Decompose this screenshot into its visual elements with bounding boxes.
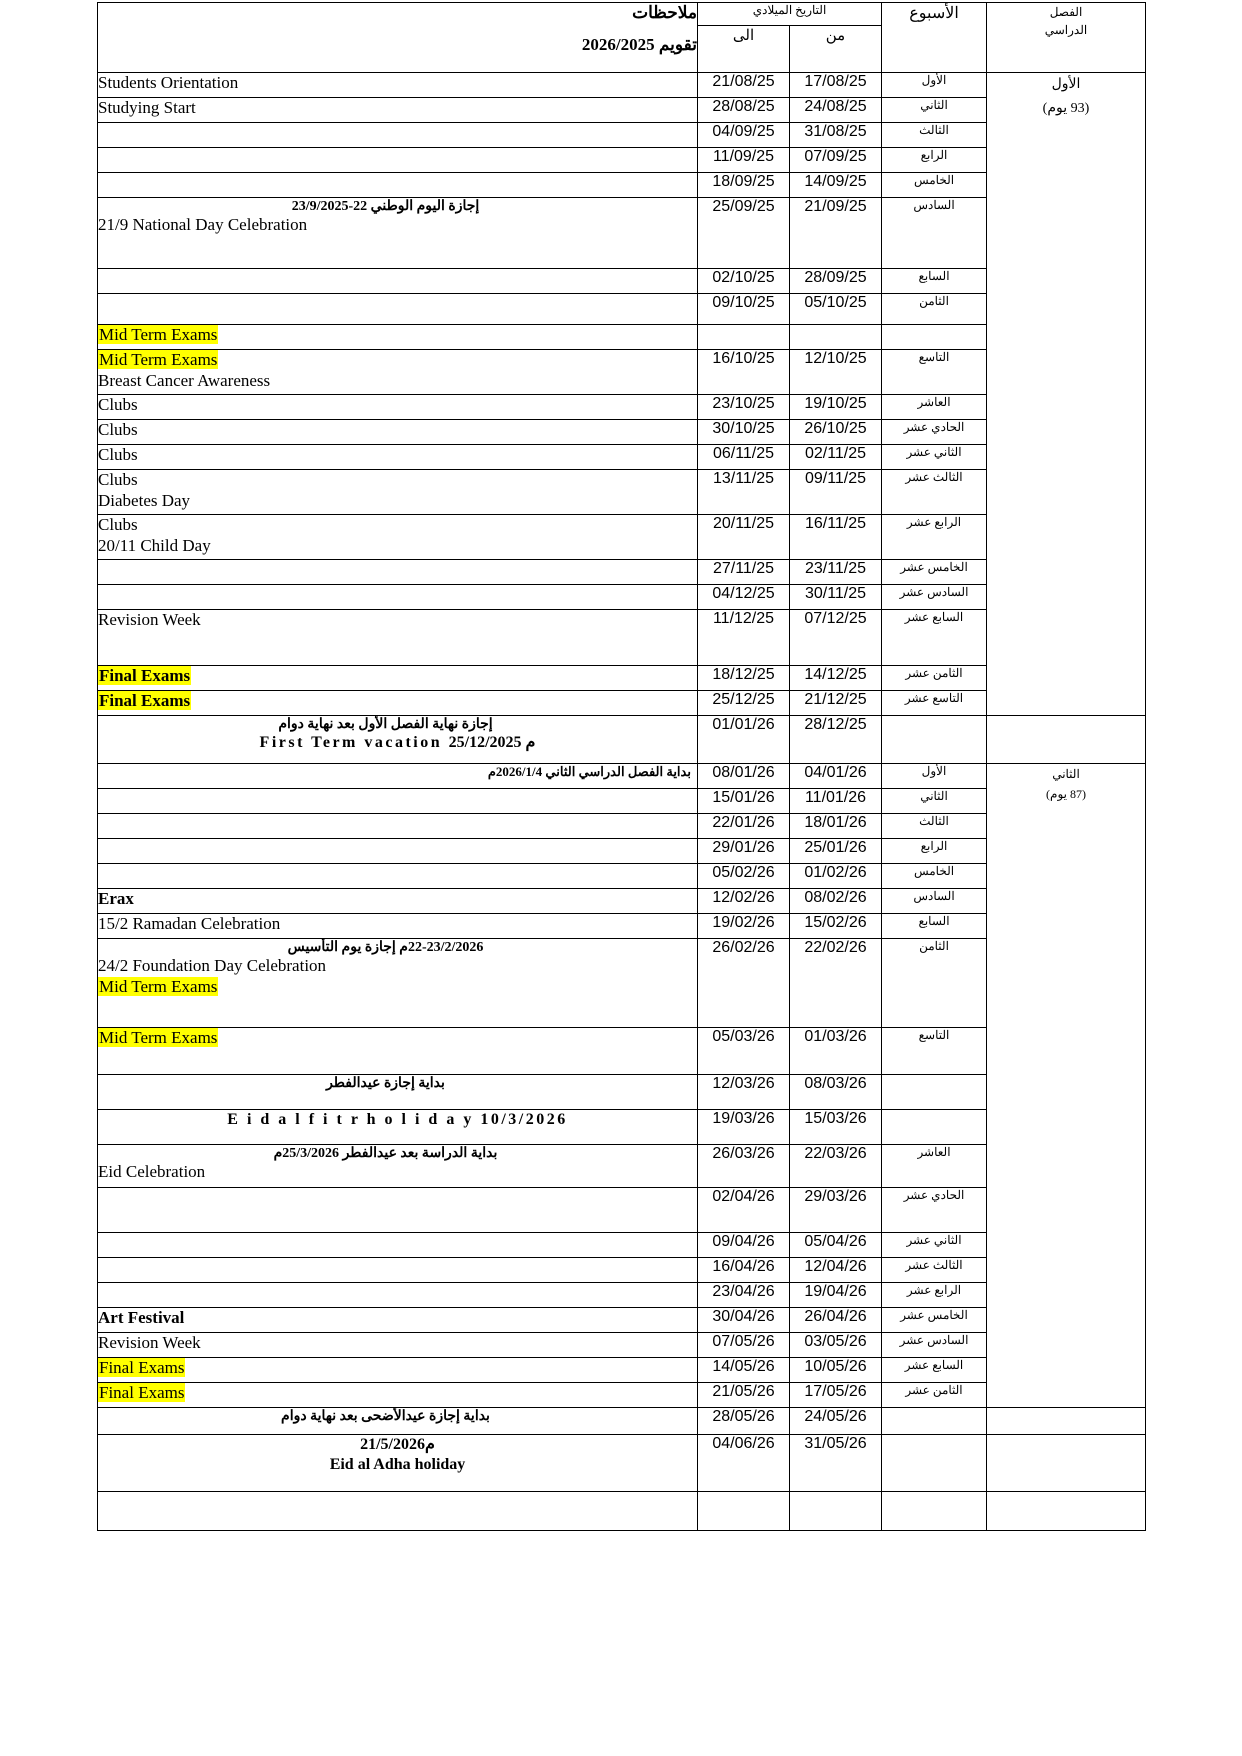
date-from-cell: 04/01/26	[790, 764, 882, 789]
date-to-cell: 29/01/26	[698, 839, 790, 864]
week-cell: الحادي عشر	[882, 1188, 987, 1233]
academic-calendar-table	[97, 2, 1146, 1531]
date-to-cell: 19/02/26	[698, 914, 790, 939]
notes-cell	[98, 939, 698, 1028]
notes-cell	[98, 420, 698, 445]
date-to-cell: 02/04/26	[698, 1188, 790, 1233]
date-to-cell: 11/09/25	[698, 148, 790, 173]
notes-cell	[98, 1333, 698, 1358]
table-row	[98, 73, 1146, 98]
highlighted-note: Mid Term Exams	[99, 1028, 218, 1047]
note-text: Art Festival	[98, 1308, 185, 1327]
note-text: 21/9 National Day Celebration	[98, 215, 308, 235]
notes-cell	[98, 325, 698, 350]
date-to-cell: 04/12/25	[698, 585, 790, 610]
date-to-cell: 11/12/25	[698, 610, 790, 666]
date-from-cell: 30/11/25	[790, 585, 882, 610]
date-to-cell: 14/05/26	[698, 1358, 790, 1383]
week-cell: الثامن عشر	[882, 1383, 987, 1408]
date-from-cell: 19/10/25	[790, 395, 882, 420]
gregorian-date-header: التاريخ الميلادي	[698, 3, 882, 26]
date-to-cell: 05/03/26	[698, 1028, 790, 1075]
notes-cell	[98, 1492, 698, 1531]
note-arabic: إجازة نهاية الفصل الأول بعد نهاية دوام	[278, 717, 493, 732]
week-cell: السادس عشر	[882, 1333, 987, 1358]
highlighted-note: Mid Term Exams	[99, 976, 218, 996]
date-from-cell: 12/10/25	[790, 350, 882, 395]
term-1-name: الأول	[1051, 77, 1081, 92]
note-text	[98, 691, 697, 712]
week-cell: السابع	[882, 914, 987, 939]
term-header-line1: الفصل	[1049, 5, 1083, 19]
notes-cell	[98, 716, 698, 764]
week-header: الأسبوع	[882, 3, 987, 73]
week-cell: الرابع عشر	[882, 515, 987, 560]
date-from-cell: 12/04/26	[790, 1258, 882, 1283]
week-cell: الرابع عشر	[882, 1283, 987, 1308]
notes-cell	[98, 123, 698, 148]
calendar-year-label: تقويم 2026/2025	[581, 35, 697, 54]
date-to-cell: 30/10/25	[698, 420, 790, 445]
note-text: Erax	[98, 889, 134, 908]
week-cell: السادس عشر	[882, 585, 987, 610]
table-row	[98, 1408, 1146, 1435]
notes-cell	[98, 1188, 698, 1233]
term-trailing-cell	[987, 1435, 1146, 1492]
date-to-cell: 16/04/26	[698, 1258, 790, 1283]
notes-cell	[98, 764, 698, 789]
date-to-cell: 19/03/26	[698, 1110, 790, 1145]
notes-cell	[98, 515, 698, 560]
highlighted-note: Mid Term Exams	[99, 350, 218, 369]
term-2-days: (87 يوم)	[1046, 787, 1086, 802]
date-to-cell: 08/01/26	[698, 764, 790, 789]
date-to-cell: 18/09/25	[698, 173, 790, 198]
date-to-cell: 20/11/25	[698, 515, 790, 560]
week-cell: التاسع عشر	[882, 691, 987, 716]
notes-cell	[98, 1383, 698, 1408]
note-text	[98, 1383, 697, 1404]
term-1-days: (93 يوم)	[1042, 100, 1090, 116]
date-from-cell: 01/02/26	[790, 864, 882, 889]
date-from-cell: 14/12/25	[790, 666, 882, 691]
week-cell: الثامن عشر	[882, 666, 987, 691]
notes-cell	[98, 294, 698, 325]
week-cell	[882, 1492, 987, 1531]
highlighted-note: Final Exams	[99, 1358, 185, 1377]
term-header	[987, 3, 1146, 73]
week-cell: الثالث عشر	[882, 470, 987, 515]
date-from-header: من	[790, 26, 882, 73]
week-cell: الخامس	[882, 864, 987, 889]
week-cell	[882, 1110, 987, 1145]
note-text-2: Eid Celebration	[98, 1162, 206, 1182]
date-from-cell: 09/11/25	[790, 470, 882, 515]
date-to-cell: 22/01/26	[698, 814, 790, 839]
notes-cell	[98, 173, 698, 198]
date-from-cell: 17/08/25	[790, 73, 882, 98]
note-arabic: بداية إجازة عيدالفطر	[326, 1076, 445, 1091]
date-from-cell: 25/01/26	[790, 839, 882, 864]
highlighted-note: Final Exams	[99, 666, 191, 685]
note-text: Clubs	[98, 395, 138, 414]
notes-cell	[98, 691, 698, 716]
week-cell: الثاني	[882, 98, 987, 123]
note-text: Clubs	[98, 470, 138, 489]
date-from-cell: 10/05/26	[790, 1358, 882, 1383]
week-cell: الثاني عشر	[882, 1233, 987, 1258]
date-from-cell: 15/03/26	[790, 1110, 882, 1145]
table-row	[98, 1492, 1146, 1531]
table-row	[98, 764, 1146, 789]
week-cell	[882, 716, 987, 764]
note-text: Students Orientation	[98, 73, 239, 92]
week-cell: السادس	[882, 889, 987, 914]
week-cell: التاسع	[882, 350, 987, 395]
date-to-cell: 30/04/26	[698, 1308, 790, 1333]
date-from-cell: 24/08/25	[790, 98, 882, 123]
week-cell: التاسع	[882, 1028, 987, 1075]
notes-cell	[98, 198, 698, 269]
note-text	[98, 350, 697, 371]
notes-cell	[98, 1233, 698, 1258]
date-from-cell: 21/09/25	[790, 198, 882, 269]
note-arabic-right: بداية الفصل الدراسي الثاني 2026/1/4م	[487, 764, 691, 779]
notes-cell	[98, 1075, 698, 1110]
date-from-cell: 15/02/26	[790, 914, 882, 939]
date-from-cell: 08/03/26	[790, 1075, 882, 1110]
date-from-cell: 05/10/25	[790, 294, 882, 325]
date-from-cell: 17/05/26	[790, 1383, 882, 1408]
notes-cell	[98, 395, 698, 420]
date-to-cell: 16/10/25	[698, 350, 790, 395]
notes-cell	[98, 1283, 698, 1308]
date-to-cell: 12/03/26	[698, 1075, 790, 1110]
date-from-cell: 18/01/26	[790, 814, 882, 839]
notes-cell	[98, 470, 698, 515]
notes-cell	[98, 148, 698, 173]
notes-cell	[98, 73, 698, 98]
week-cell: السابع عشر	[882, 610, 987, 666]
date-from-cell: 28/12/25	[790, 716, 882, 764]
notes-cell	[98, 98, 698, 123]
notes-cell	[98, 864, 698, 889]
week-cell: السابع عشر	[882, 1358, 987, 1383]
note-text-2: Breast Cancer Awareness	[98, 370, 271, 390]
notes-cell	[98, 839, 698, 864]
week-cell: الخامس عشر	[882, 560, 987, 585]
date-to-cell: 26/02/26	[698, 939, 790, 1028]
note-text	[98, 1358, 697, 1379]
term-trailing-cell	[987, 1408, 1146, 1435]
notes-cell	[98, 585, 698, 610]
week-cell: الثامن	[882, 294, 987, 325]
notes-cell	[98, 445, 698, 470]
date-to-cell: 26/03/26	[698, 1145, 790, 1188]
date-from-cell: 26/04/26	[790, 1308, 882, 1333]
date-from-cell	[790, 1492, 882, 1531]
date-to-cell: 09/04/26	[698, 1233, 790, 1258]
date-from-cell: 08/02/26	[790, 889, 882, 914]
date-from-cell: 31/05/26	[790, 1435, 882, 1492]
date-to-cell: 28/08/25	[698, 98, 790, 123]
table-row	[98, 1435, 1146, 1492]
term-header-line2: الدراسي	[1044, 23, 1088, 37]
date-to-cell: 04/06/26	[698, 1435, 790, 1492]
date-to-cell: 12/02/26	[698, 889, 790, 914]
date-to-cell: 01/01/26	[698, 716, 790, 764]
date-to-cell: 23/04/26	[698, 1283, 790, 1308]
note-text: Studying Start	[98, 98, 196, 117]
table-row	[98, 716, 1146, 764]
term-1-cell	[987, 73, 1146, 716]
note-text: Clubs	[98, 515, 138, 534]
term-2-name: الثاني	[1052, 767, 1080, 781]
header-row-top	[98, 3, 1146, 26]
date-from-cell: 11/01/26	[790, 789, 882, 814]
notes-cell	[98, 1028, 698, 1075]
date-from-cell: 03/05/26	[790, 1333, 882, 1358]
date-to-cell: 23/10/25	[698, 395, 790, 420]
date-to-cell: 18/12/25	[698, 666, 790, 691]
date-to-cell: 25/12/25	[698, 691, 790, 716]
date-to-cell: 27/11/25	[698, 560, 790, 585]
week-cell	[882, 1408, 987, 1435]
highlighted-note: Mid Term Exams	[99, 325, 218, 344]
date-to-cell: 05/02/26	[698, 864, 790, 889]
date-to-header: الى	[698, 26, 790, 73]
date-from-cell	[790, 325, 882, 350]
note-text-centered-2: Eid al Adha holiday	[329, 1455, 466, 1473]
week-cell: العاشر	[882, 395, 987, 420]
date-from-cell: 01/03/26	[790, 1028, 882, 1075]
week-cell: الثالث	[882, 814, 987, 839]
notes-cell	[98, 1435, 698, 1492]
notes-cell	[98, 889, 698, 914]
date-from-cell: 23/11/25	[790, 560, 882, 585]
highlighted-note: Final Exams	[99, 691, 191, 710]
notes-cell	[98, 1308, 698, 1333]
note-text-2: 24/2 Foundation Day Celebration	[98, 956, 327, 976]
week-cell: السابع	[882, 269, 987, 294]
notes-cell	[98, 666, 698, 691]
week-cell: الثاني	[882, 789, 987, 814]
week-cell	[882, 325, 987, 350]
date-from-cell: 26/10/25	[790, 420, 882, 445]
note-arabic: 22-23/2/2026م إجازة يوم التأسيس	[287, 940, 484, 955]
week-cell: الثالث عشر	[882, 1258, 987, 1283]
note-text	[98, 1028, 697, 1049]
note-text	[98, 325, 697, 346]
date-to-cell: 06/11/25	[698, 445, 790, 470]
highlighted-note: Final Exams	[99, 1383, 185, 1402]
date-to-cell: 09/10/25	[698, 294, 790, 325]
date-from-cell: 14/09/25	[790, 173, 882, 198]
date-to-cell: 07/05/26	[698, 1333, 790, 1358]
week-cell: الثالث	[882, 123, 987, 148]
week-cell	[882, 1435, 987, 1492]
date-from-cell: 07/09/25	[790, 148, 882, 173]
notes-cell	[98, 1358, 698, 1383]
notes-cell	[98, 350, 698, 395]
week-cell: الحادي عشر	[882, 420, 987, 445]
term-2-cell	[987, 764, 1146, 1408]
note-text-3	[98, 977, 697, 998]
week-cell: الأول	[882, 764, 987, 789]
notes-cell	[98, 814, 698, 839]
note-text-centered: 21/5/2026م	[360, 1436, 435, 1453]
note-text-2: Diabetes Day	[98, 490, 191, 510]
table-body	[98, 73, 1146, 1531]
note-text-centered: E i d a l f i t r h o l i d a y 10/3/2026	[227, 1111, 568, 1128]
week-cell: الخامس عشر	[882, 1308, 987, 1333]
notes-cell	[98, 610, 698, 666]
week-cell: الرابع	[882, 839, 987, 864]
date-from-cell: 21/12/25	[790, 691, 882, 716]
date-from-cell: 22/03/26	[790, 1145, 882, 1188]
notes-cell	[98, 789, 698, 814]
note-text: Clubs	[98, 420, 138, 439]
date-from-cell: 29/03/26	[790, 1188, 882, 1233]
note-text-2: 20/11 Child Day	[98, 535, 211, 555]
date-to-cell: 25/09/25	[698, 198, 790, 269]
note-arabic: إجازة اليوم الوطني 22-23/9/2025	[291, 199, 480, 214]
date-to-cell	[698, 1492, 790, 1531]
date-to-cell: 04/09/25	[698, 123, 790, 148]
date-from-cell: 28/09/25	[790, 269, 882, 294]
date-from-cell: 24/05/26	[790, 1408, 882, 1435]
date-to-cell: 02/10/25	[698, 269, 790, 294]
date-from-cell: 02/11/25	[790, 445, 882, 470]
notes-header-cell	[98, 3, 698, 73]
week-cell: الخامس	[882, 173, 987, 198]
notes-cell	[98, 1145, 698, 1188]
week-cell: الثامن	[882, 939, 987, 1028]
date-from-cell: 19/04/26	[790, 1283, 882, 1308]
week-cell: السادس	[882, 198, 987, 269]
week-cell: الأول	[882, 73, 987, 98]
date-from-cell: 31/08/25	[790, 123, 882, 148]
notes-header-label: ملاحظات	[632, 3, 697, 22]
date-to-cell: 15/01/26	[698, 789, 790, 814]
date-from-cell: 07/12/25	[790, 610, 882, 666]
note-text: Clubs	[98, 445, 138, 464]
date-to-cell: 21/08/25	[698, 73, 790, 98]
note-arabic: بداية الدراسة بعد عيدالفطر 25/3/2026م	[273, 1146, 498, 1161]
week-cell: الثاني عشر	[882, 445, 987, 470]
notes-cell	[98, 1408, 698, 1435]
note-text	[98, 666, 697, 687]
notes-cell	[98, 1258, 698, 1283]
term-trailing-cell	[987, 1492, 1146, 1531]
week-cell: الرابع	[882, 148, 987, 173]
notes-cell	[98, 1110, 698, 1145]
note-text: 15/2 Ramadan Celebration	[98, 914, 281, 933]
note-text: Revision Week	[98, 1333, 201, 1352]
note-text-centered: First Term vacation م 25/12/2025	[259, 734, 536, 752]
term-gap-cell	[987, 716, 1146, 764]
date-from-cell: 16/11/25	[790, 515, 882, 560]
note-text: Revision Week	[98, 610, 201, 629]
date-to-cell	[698, 325, 790, 350]
notes-cell	[98, 914, 698, 939]
date-to-cell: 28/05/26	[698, 1408, 790, 1435]
note-arabic: بداية إجازة عيدالأضحى بعد نهاية دوام	[281, 1409, 490, 1424]
date-from-cell: 05/04/26	[790, 1233, 882, 1258]
date-to-cell: 13/11/25	[698, 470, 790, 515]
date-from-cell: 22/02/26	[790, 939, 882, 1028]
week-cell: العاشر	[882, 1145, 987, 1188]
notes-cell	[98, 560, 698, 585]
week-cell	[882, 1075, 987, 1110]
table-header	[98, 3, 1146, 73]
date-to-cell: 21/05/26	[698, 1383, 790, 1408]
notes-cell	[98, 269, 698, 294]
